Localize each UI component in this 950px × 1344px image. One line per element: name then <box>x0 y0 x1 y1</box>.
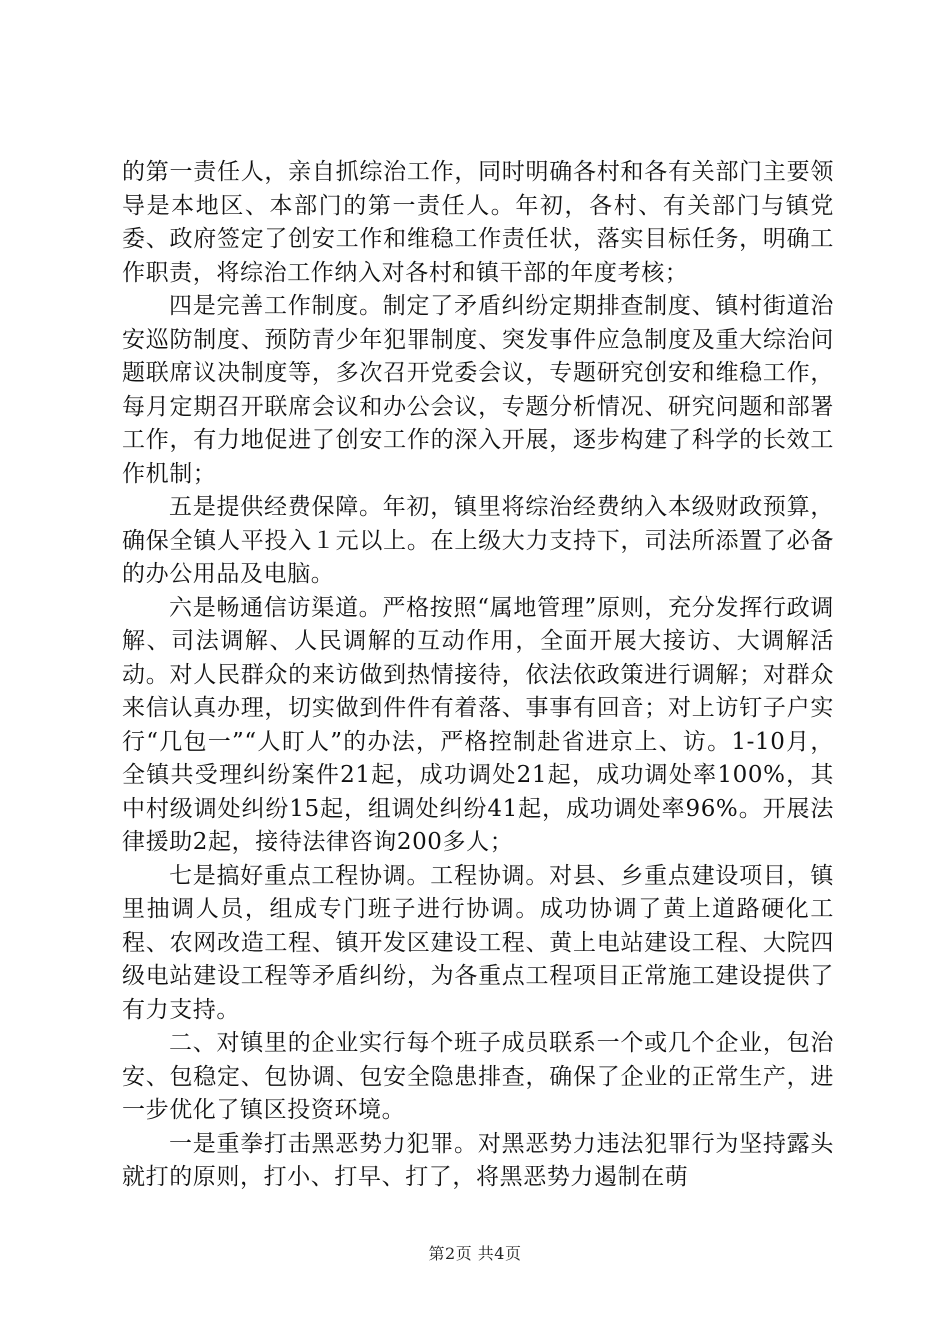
paragraph-continuation: 的第一责任人，亲自抓综治工作，同时明确各村和各有关部门主要领导是本地区、本部门的第一责任人。年初，各村、有关部门与镇党委、政府签定了创安工作和维稳工作责任状，落实目标任务，明确工作职责，将综治工作纳入对各村和镇干部的年度考核； <box>122 159 834 286</box>
paragraph-point-one: 一是重拳打击黑恶势力犯罪。对黑恶势力违法犯罪行为坚持露头就打的原则，打小、打早、打了，将黑恶势力遏制在萌 <box>122 1130 834 1190</box>
paragraph-point-six: 六是畅通信访渠道。严格按照“属地管理”原则，充分发挥行政调解、司法调解、人民调解的互动作用，全面开展大接访、大调解活动。对人民群众的来访做到热情接待，依法依政策进行调解；对群众来信认真办理，切实做到件件有着落、事事有回音；对上访钉子户实行“几包一”“人盯人”的办法，严格控制赴省进京上、访。1-10月，全镇共受理纠纷案件21起，成功调处21起，成功调处率100%，其中村级调处纠纷15起，组调处纠纷41起，成功调处率96%。开展法律援助2起，接待法律咨询200多人； <box>122 594 834 855</box>
page-number-footer: 第2页 共4页 <box>428 1244 522 1263</box>
paragraph-point-four: 四是完善工作制度。制定了矛盾纠纷定期排查制度、镇村街道治安巡防制度、预防青少年犯罪制度、突发事件应急制度及重大综治问题联席议决制度等，多次召开党委会议，专题研究创安和维稳工作，每月定期召开联席会议和办公会议，专题分析情况、研究问题和部署工作，有力地促进了创安工作的深入开展，逐步构建了科学的长效工作机制； <box>122 293 834 487</box>
paragraph-section-two: 二、对镇里的企业实行每个班子成员联系一个或几个企业，包治安、包稳定、包协调、包安全隐患排查，确保了企业的正常生产，进一步优化了镇区投资环境。 <box>122 1030 834 1123</box>
paragraph-point-seven: 七是搞好重点工程协调。工程协调。对县、乡重点建设项目，镇里抽调人员，组成专门班子进行协调。成功协调了黄上道路硬化工程、农网改造工程、镇开发区建设工程、黄上电站建设工程、大院四级电站建设工程等矛盾纠纷，为各重点工程项目正常施工建设提供了有力支持。 <box>122 862 834 1023</box>
body-text <box>122 156 834 1195</box>
paragraph-point-five: 五是提供经费保障。年初，镇里将综治经费纳入本级财政预算，确保全镇人平投入１元以上。在上级大力支持下，司法所添置了必备的办公用品及电脑。 <box>122 494 834 587</box>
